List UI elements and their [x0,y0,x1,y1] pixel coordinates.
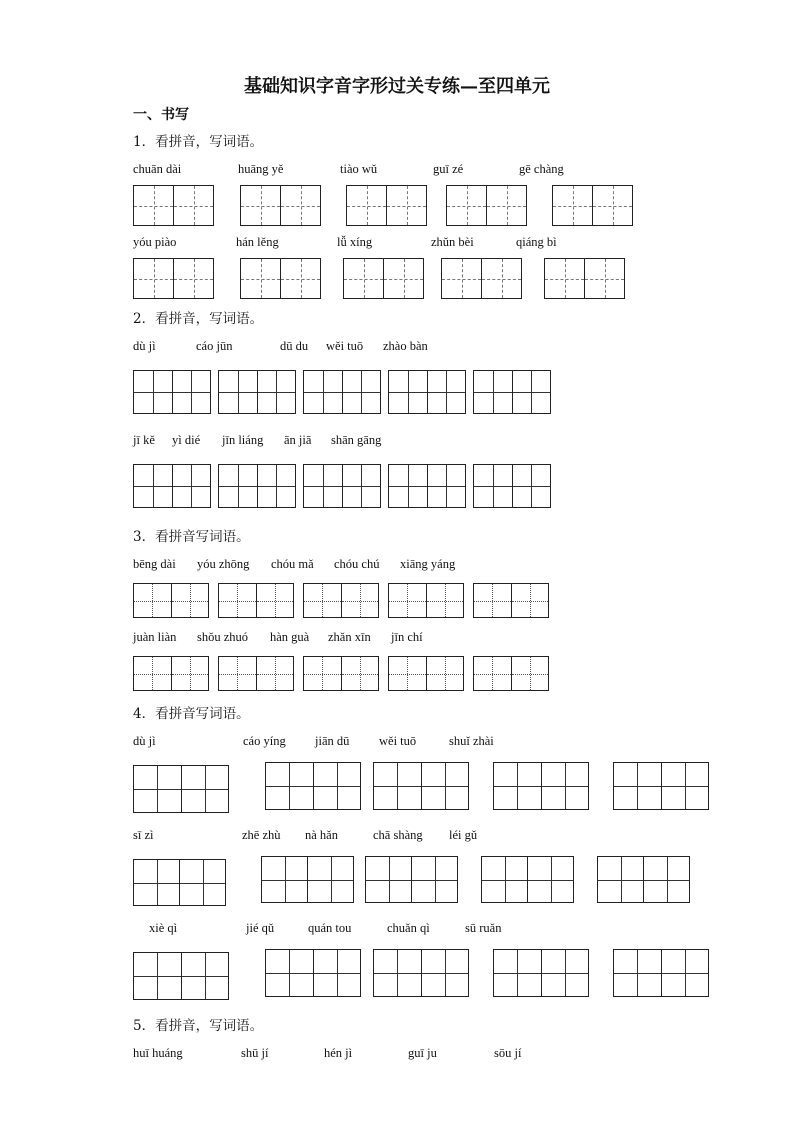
pinyin-label: jié qǔ [246,921,275,935]
pinyin-label: sōu jí [494,1046,522,1060]
pinyin-label: cáo yíng [243,734,286,748]
pinyin-label: wěi tuō [326,339,364,353]
writing-grid[interactable] [218,656,294,691]
pinyin-label: yóu zhōng [197,557,250,571]
pinyin-label: shān gāng [331,433,382,447]
writing-grid[interactable] [597,856,690,903]
question-5-label: 5．看拼音，写词语。 [133,1018,264,1034]
writing-grid[interactable] [240,185,321,226]
pinyin-label: guī zé [433,162,464,176]
pinyin-label: chóu mǎ [271,557,314,571]
writing-grid[interactable] [388,656,464,691]
writing-grid[interactable] [373,762,469,810]
writing-grid[interactable] [473,370,551,414]
pinyin-label: dù jì [133,339,156,353]
writing-grid[interactable] [265,762,361,810]
pinyin-label: shuǐ zhài [449,734,494,748]
pinyin-label: jīn liáng [222,433,264,447]
writing-grid[interactable] [613,949,709,997]
writing-grid[interactable] [133,859,226,906]
pinyin-label: guī ju [408,1046,437,1060]
writing-grid[interactable] [303,464,381,508]
pinyin-label: hén jì [324,1046,353,1060]
pinyin-label: qiáng bì [516,235,557,249]
pinyin-label: huī huáng [133,1046,183,1060]
writing-grid[interactable] [343,258,424,299]
writing-grid[interactable] [133,656,209,691]
question-3-label: 3．看拼音写词语。 [133,529,250,545]
pinyin-label: gē chàng [519,162,564,176]
writing-grid[interactable] [613,762,709,810]
pinyin-label: zhē zhù [242,828,281,842]
writing-grid[interactable] [133,185,214,226]
writing-grid[interactable] [133,583,209,618]
writing-grid[interactable] [388,464,466,508]
writing-grid[interactable] [218,583,294,618]
pinyin-label: yì dié [172,433,201,447]
writing-grid[interactable] [303,656,379,691]
pinyin-label: léi gǔ [449,828,478,842]
writing-grid[interactable] [133,765,229,813]
pinyin-label: nà hǎn [305,828,338,842]
pinyin-label: jī kě [133,433,155,447]
writing-grid[interactable] [388,370,466,414]
pinyin-label: shū jí [241,1046,269,1060]
writing-grid[interactable] [218,370,296,414]
pinyin-label: dū du [280,339,309,353]
writing-grid[interactable] [493,949,589,997]
pinyin-label: wěi tuō [379,734,417,748]
writing-grid[interactable] [133,370,211,414]
writing-grid[interactable] [265,949,361,997]
writing-grid[interactable] [240,258,321,299]
pinyin-label: chā shàng [373,828,423,842]
pinyin-label: zhào bàn [383,339,428,353]
pinyin-label: chuān dài [133,162,182,176]
writing-grid[interactable] [133,258,214,299]
pinyin-label: xiāng yáng [400,557,456,571]
writing-grid[interactable] [552,185,633,226]
pinyin-label: xiè qì [149,921,178,935]
pinyin-label: shǒu zhuó [197,630,249,644]
writing-grid[interactable] [441,258,522,299]
pinyin-label: jīn chí [391,630,423,644]
pinyin-label: huāng yě [238,162,284,176]
question-1-label: 1．看拼音，写词语。 [133,134,264,150]
pinyin-label: zhǎn xīn [328,630,371,644]
question-4-label: 4．看拼音写词语。 [133,706,250,722]
writing-grid[interactable] [446,185,527,226]
writing-grid[interactable] [303,370,381,414]
pinyin-label: bēng dài [133,557,176,571]
pinyin-label: hán lěng [236,235,279,249]
writing-grid[interactable] [493,762,589,810]
pinyin-label: juàn liàn [133,630,177,644]
writing-grid[interactable] [365,856,458,903]
question-2-label: 2．看拼音，写词语。 [133,311,264,327]
pinyin-label: dù jì [133,734,156,748]
pinyin-label: lǚ xíng [337,235,373,249]
writing-grid[interactable] [473,583,549,618]
pinyin-label: cáo jūn [196,339,233,353]
writing-grid[interactable] [473,464,551,508]
writing-grid[interactable] [373,949,469,997]
pinyin-label: ān jiā [284,433,312,447]
writing-grid[interactable] [303,583,379,618]
writing-grid[interactable] [261,856,354,903]
pinyin-label: quán tou [308,921,352,935]
pinyin-label: hàn guà [270,630,310,644]
writing-grid[interactable] [133,464,211,508]
pinyin-label: jiān dū [315,734,350,748]
writing-grid[interactable] [544,258,625,299]
pinyin-label: chuǎn qì [387,921,430,935]
writing-grid[interactable] [133,952,229,1000]
pinyin-label: sū ruǎn [465,921,502,935]
pinyin-label: tiào wǔ [340,162,378,176]
pinyin-label: yóu piào [133,235,177,249]
pinyin-label: chóu chú [334,557,380,571]
writing-grid[interactable] [481,856,574,903]
writing-grid[interactable] [388,583,464,618]
writing-grid[interactable] [473,656,549,691]
pinyin-label: zhǔn bèi [431,235,474,249]
page-title: 基础知识字音字形过关专练—至四单元 [244,76,550,97]
pinyin-label: sī zì [133,828,154,842]
writing-grid[interactable] [218,464,296,508]
writing-grid[interactable] [346,185,427,226]
section-heading: 一、书写 [133,107,189,123]
